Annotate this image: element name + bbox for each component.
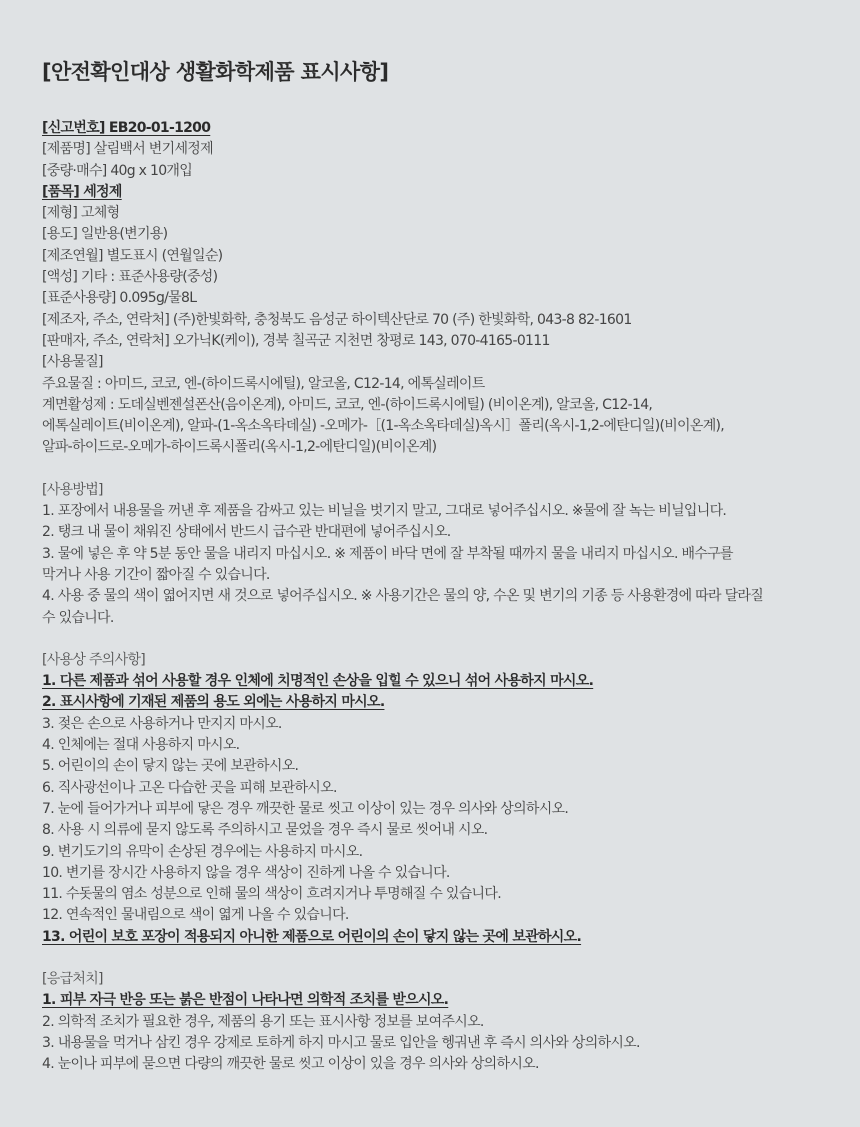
info-line: [제조연월] 별도표시 (연월일순) (42, 247, 223, 264)
caution-line: 7. 눈에 들어가거나 피부에 닿은 경우 깨끗한 물로 씻고 이상이 있는 경우 의사와 상의하시오. (42, 800, 569, 817)
info-line: [용도] 일반용(변기용) (42, 226, 168, 243)
caution-line: 11. 수돗물의 염소 성분으로 인해 물의 색상이 흐려지거나 투명해질 수 있습니다. (42, 886, 501, 903)
info-line: [품목] 세정제 (42, 183, 122, 200)
product-info-section (42, 118, 818, 459)
usage-line: 1. 포장에서 내용물을 꺼낸 후 제품을 감싸고 있는 비닐을 벗기지 말고, 그대로 넣어주십시오. ※물에 잘 녹는 비닐입니다. (42, 503, 727, 520)
caution-section (42, 671, 818, 948)
spacer (42, 948, 818, 969)
caution-line: 8. 사용 시 의류에 묻지 않도록 주의하시고 묻었을 경우 즉시 물로 씻어내 시오. (42, 822, 488, 839)
spacer (42, 459, 818, 480)
usage-line: 4. 사용 중 물의 색이 엷어지면 새 것으로 넣어주십시오. ※ 사용기간은 물의 양, 수온 및 변기의 기종 등 사용환경에 따라 달라질 (42, 588, 764, 605)
caution-line: 9. 변기도기의 유막이 손상된 경우에는 사용하지 마시오. (42, 843, 363, 860)
page-title: [안전확인대상 생활화학제품 표시사항] (42, 60, 389, 84)
caution-section-title: [사용상 주의사항] (42, 651, 146, 668)
info-line: 알파-하이드로-오메가-하이드록시폴리(옥시-1,2-에탄디일)(비이온계) (42, 439, 437, 456)
emergency-line: 3. 내용물을 먹거나 삼킨 경우 강제로 토하게 하지 마시고 물로 입안을 헹궈낸 후 즉시 의사와 상의하시오. (42, 1034, 640, 1051)
info-line: [제형] 고체형 (42, 205, 120, 222)
usage-line: 막거나 사용 기간이 짧아질 수 있습니다. (42, 566, 270, 583)
caution-line: 5. 어린이의 손이 닿지 않는 곳에 보관하시오. (42, 758, 299, 775)
info-line: [판매자, 주소, 연락처] 오가닉K(케이), 경북 칠곡군 지천면 창평로 143, 070-4165-0111 (42, 332, 550, 349)
usage-line: 3. 물에 넣은 후 약 5분 동안 물을 내리지 마십시오. ※ 제품이 바닥 면에 잘 부착될 때까지 물을 내리지 마십시오. 배수구를 (42, 545, 733, 562)
caution-line: 1. 다른 제품과 섞어 사용할 경우 인체에 치명적인 손상을 입힐 수 있으니 섞어 사용하지 마시오. (42, 673, 594, 690)
info-line: 에톡실레이트(비이온계), 알파-(1-옥소옥타데실) -오메가-［(1-옥소옥타데실)옥시］폴리(옥시-1,2-에탄디일)(비이온계), (42, 418, 725, 435)
info-line: [중량·매수] 40g x 10개입 (42, 162, 193, 179)
emergency-section-title: [응급처치] (42, 970, 103, 987)
usage-section-title: [사용방법] (42, 481, 103, 498)
info-line: [표준사용량] 0.095g/물8L (42, 290, 197, 307)
info-line: [제조자, 주소, 연락처] (주)한빛화학, 충청북도 음성군 하이텍산단로 70 (주) 한빛화학, 043-8 82-1601 (42, 311, 632, 328)
info-line: 계면활성제 : 도데실벤젠설폰산(음이온계), 아미드, 코코, 엔-(하이드록시에틸) (비이온계), 알코올, C12-14, (42, 396, 653, 413)
info-line: [사용물질] (42, 354, 103, 371)
emergency-line: 1. 피부 자극 반응 또는 붉은 반점이 나타나면 의학적 조치를 받으시오. (42, 992, 449, 1009)
emergency-section (42, 990, 818, 1075)
usage-section (42, 501, 818, 629)
caution-line: 2. 표시사항에 기재된 제품의 용도 외에는 사용하지 마시오. (42, 694, 385, 711)
caution-line: 10. 변기를 장시간 사용하지 않을 경우 색상이 진하게 나올 수 있습니다. (42, 864, 450, 881)
caution-line: 4. 인체에는 절대 사용하지 마시오. (42, 737, 240, 754)
caution-line: 3. 젖은 손으로 사용하거나 만지지 마시오. (42, 715, 282, 732)
emergency-line: 4. 눈이나 피부에 묻으면 다량의 깨끗한 물로 씻고 이상이 있을 경우 의사와 상의하시오. (42, 1056, 539, 1073)
usage-line: 2. 탱크 내 물이 채워진 상태에서 반드시 급수관 반대편에 넣어주십시오. (42, 524, 451, 541)
info-line: [액성] 기타 : 표준사용량(중성) (42, 269, 218, 286)
spacer (42, 629, 818, 650)
emergency-line: 2. 의학적 조치가 필요한 경우, 제품의 용기 또는 표시사항 정보를 보여주시오. (42, 1013, 484, 1030)
caution-line: 12. 연속적인 물내림으로 색이 엷게 나올 수 있습니다. (42, 907, 349, 924)
usage-line: 수 있습니다. (42, 609, 114, 626)
caution-line: 6. 직사광선이나 고온 다습한 곳을 피해 보관하시오. (42, 779, 337, 796)
caution-line: 13. 어린이 보호 포장이 적용되지 아니한 제품으로 어린이의 손이 닿지 않는 곳에 보관하시오. (42, 928, 582, 945)
info-line: [신고번호] EB20-01-1200 (42, 120, 211, 136)
info-line: 주요물질 : 아미드, 코코, 엔-(하이드록시에틸), 알코올, C12-14, 에톡실레이트 (42, 375, 485, 392)
info-line: [제품명] 살림백서 변기세정제 (42, 141, 213, 158)
